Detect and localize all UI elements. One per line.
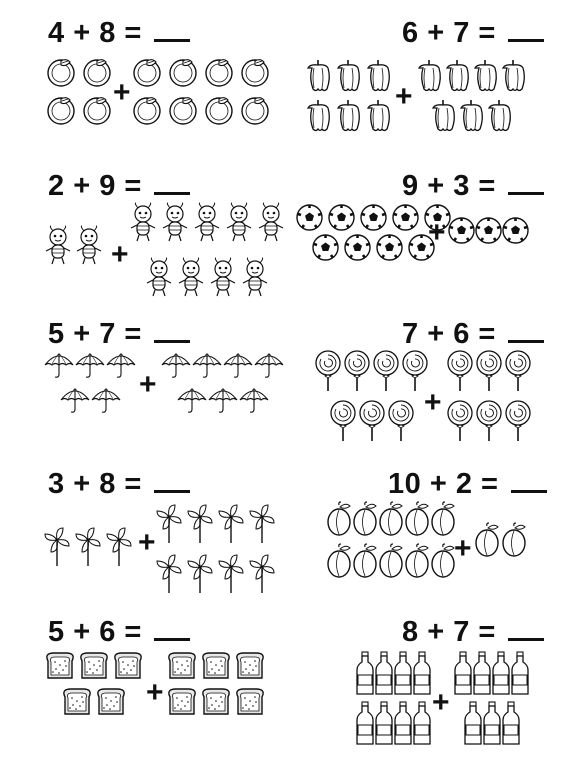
peach-icon	[240, 57, 270, 87]
addend-a: 6	[402, 17, 419, 49]
umbrella-icon	[44, 352, 74, 380]
ant-icon	[145, 257, 173, 299]
ant-icon	[129, 202, 157, 244]
equals-sign: =	[124, 170, 142, 202]
operator: +	[73, 468, 91, 500]
bell-pepper-icon	[334, 98, 362, 132]
toast-icon	[78, 651, 110, 681]
umbrella-icon	[192, 352, 222, 380]
plum-icon	[352, 544, 378, 578]
toast-icon	[234, 651, 266, 681]
umbrella-icon	[161, 352, 191, 380]
pinwheel-icon	[185, 552, 215, 594]
bottle-icon	[374, 651, 394, 695]
lollipop-icon	[446, 400, 474, 442]
equation	[402, 616, 544, 648]
operator: +	[427, 170, 445, 202]
addend-b: 7	[453, 17, 470, 49]
lollipop-icon	[372, 350, 400, 392]
soccer-ball-icon	[312, 234, 339, 261]
umbrella-icon	[91, 387, 121, 415]
operator: +	[429, 468, 448, 500]
bell-pepper-icon	[364, 98, 392, 132]
peach-icon	[168, 95, 198, 125]
bottle-icon	[453, 651, 473, 695]
toast-icon	[200, 651, 232, 681]
addend-a: 5	[48, 616, 65, 648]
soccer-ball-icon	[328, 204, 355, 231]
bottle-icon	[472, 651, 492, 695]
bell-pepper-icon	[415, 58, 443, 92]
bottle-icon	[393, 651, 413, 695]
addend-a: 8	[402, 616, 419, 648]
equals-sign: =	[478, 170, 496, 202]
ant-icon	[257, 202, 285, 244]
lollipop-icon	[475, 350, 503, 392]
equals-sign: =	[124, 318, 142, 350]
answer-blank[interactable]	[508, 17, 544, 42]
peach-icon	[132, 57, 162, 87]
bottle-icon	[501, 701, 521, 745]
umbrella-icon	[239, 387, 269, 415]
answer-blank[interactable]	[508, 318, 544, 343]
peach-icon	[46, 95, 76, 125]
plus-sign: +	[432, 686, 450, 719]
lollipop-icon	[358, 400, 386, 442]
bottle-icon	[510, 651, 530, 695]
umbrella-icon	[106, 352, 136, 380]
bottle-icon	[393, 701, 413, 745]
addend-b: 9	[99, 170, 116, 202]
plus-sign: +	[454, 532, 472, 565]
toast-icon	[166, 687, 198, 717]
ant-icon	[225, 202, 253, 244]
addend-a: 2	[48, 170, 65, 202]
answer-blank[interactable]	[508, 170, 544, 195]
bell-pepper-icon	[499, 58, 527, 92]
ant-icon	[177, 257, 205, 299]
ant-icon	[161, 202, 189, 244]
ant-icon	[209, 257, 237, 299]
plum-icon	[501, 523, 527, 557]
ant-icon	[193, 202, 221, 244]
plum-icon	[352, 502, 378, 536]
bell-pepper-icon	[334, 58, 362, 92]
equation	[402, 170, 544, 202]
bell-pepper-icon	[485, 98, 513, 132]
peach-icon	[132, 95, 162, 125]
soccer-ball-icon	[376, 234, 403, 261]
plus-sign: +	[139, 368, 157, 401]
bell-pepper-icon	[364, 58, 392, 92]
soccer-ball-icon	[296, 204, 323, 231]
plus-sign: +	[395, 80, 413, 113]
lollipop-icon	[504, 400, 532, 442]
plum-icon	[326, 544, 352, 578]
equation	[48, 468, 190, 500]
peach-icon	[46, 57, 76, 87]
bottle-icon	[463, 701, 483, 745]
equals-sign: =	[478, 17, 496, 49]
lollipop-icon	[387, 400, 415, 442]
bell-pepper-icon	[429, 98, 457, 132]
toast-icon	[200, 687, 232, 717]
equation	[402, 318, 544, 350]
lollipop-icon	[475, 400, 503, 442]
addend-b: 6	[453, 318, 470, 350]
ant-icon	[75, 225, 103, 267]
pinwheel-icon	[73, 525, 103, 567]
equals-sign: =	[478, 318, 496, 350]
toast-icon	[44, 651, 76, 681]
soccer-ball-icon	[344, 234, 371, 261]
addend-b: 8	[99, 17, 116, 49]
soccer-ball-icon	[502, 217, 529, 244]
plum-icon	[430, 544, 456, 578]
bottle-icon	[355, 651, 375, 695]
peach-icon	[82, 95, 112, 125]
lollipop-icon	[446, 350, 474, 392]
equals-sign: =	[124, 468, 142, 500]
equation	[48, 170, 190, 202]
plum-icon	[404, 502, 430, 536]
equals-sign: =	[478, 616, 496, 648]
equation	[48, 318, 190, 350]
bell-pepper-icon	[471, 58, 499, 92]
plum-icon	[378, 544, 404, 578]
plus-sign: +	[113, 76, 131, 109]
addend-a: 7	[402, 318, 419, 350]
plus-sign: +	[138, 526, 156, 559]
operator: +	[427, 17, 445, 49]
bottle-icon	[412, 651, 432, 695]
peach-icon	[204, 57, 234, 87]
umbrella-icon	[208, 387, 238, 415]
umbrella-icon	[223, 352, 253, 380]
addend-a: 4	[48, 17, 65, 49]
ant-icon	[44, 225, 72, 267]
plus-sign: +	[111, 238, 129, 271]
bottle-icon	[491, 651, 511, 695]
addend-a: 5	[48, 318, 65, 350]
operator: +	[73, 17, 91, 49]
pinwheel-icon	[216, 552, 246, 594]
answer-blank[interactable]	[154, 170, 190, 195]
equals-sign: =	[481, 468, 499, 500]
addend-b: 7	[99, 318, 116, 350]
answer-blank[interactable]	[511, 468, 547, 493]
toast-icon	[95, 687, 127, 717]
addend-a: 10	[388, 468, 422, 500]
bell-pepper-icon	[443, 58, 471, 92]
addend-b: 6	[99, 616, 116, 648]
equation	[388, 468, 547, 500]
operator: +	[73, 616, 91, 648]
pinwheel-icon	[154, 502, 184, 544]
lollipop-icon	[314, 350, 342, 392]
addend-a: 3	[48, 468, 65, 500]
bottle-icon	[355, 701, 375, 745]
toast-icon	[234, 687, 266, 717]
toast-icon	[61, 687, 93, 717]
peach-icon	[204, 95, 234, 125]
equation	[48, 616, 190, 648]
equals-sign: =	[124, 616, 142, 648]
plus-sign: +	[424, 386, 442, 419]
ant-icon	[241, 257, 269, 299]
operator: +	[73, 318, 91, 350]
answer-blank[interactable]	[154, 318, 190, 343]
bottle-icon	[412, 701, 432, 745]
lollipop-icon	[343, 350, 371, 392]
peach-icon	[240, 95, 270, 125]
soccer-ball-icon	[392, 204, 419, 231]
bell-pepper-icon	[304, 98, 332, 132]
operator: +	[73, 170, 91, 202]
pinwheel-icon	[104, 525, 134, 567]
plus-sign: +	[146, 676, 164, 709]
toast-icon	[112, 651, 144, 681]
bottle-icon	[374, 701, 394, 745]
umbrella-icon	[60, 387, 90, 415]
answer-blank[interactable]	[508, 616, 544, 641]
equation	[48, 17, 190, 49]
peach-icon	[82, 57, 112, 87]
peach-icon	[168, 57, 198, 87]
addend-b: 2	[455, 468, 473, 500]
umbrella-icon	[177, 387, 207, 415]
equals-sign: =	[124, 17, 142, 49]
soccer-ball-icon	[448, 217, 475, 244]
plum-icon	[474, 523, 500, 557]
pinwheel-icon	[247, 552, 277, 594]
pinwheel-icon	[247, 502, 277, 544]
umbrella-icon	[254, 352, 284, 380]
umbrella-icon	[75, 352, 105, 380]
pinwheel-icon	[154, 552, 184, 594]
pinwheel-icon	[216, 502, 246, 544]
bell-pepper-icon	[304, 58, 332, 92]
addend-b: 3	[453, 170, 470, 202]
answer-blank[interactable]	[154, 17, 190, 42]
operator: +	[427, 616, 445, 648]
addend-b: 8	[99, 468, 116, 500]
plum-icon	[430, 502, 456, 536]
answer-blank[interactable]	[154, 616, 190, 641]
toast-icon	[166, 651, 198, 681]
plus-sign: +	[428, 216, 446, 249]
plum-icon	[404, 544, 430, 578]
lollipop-icon	[329, 400, 357, 442]
plum-icon	[326, 502, 352, 536]
addend-b: 7	[453, 616, 470, 648]
equation	[402, 17, 544, 49]
plum-icon	[378, 502, 404, 536]
addend-a: 9	[402, 170, 419, 202]
bottle-icon	[482, 701, 502, 745]
pinwheel-icon	[42, 525, 72, 567]
soccer-ball-icon	[475, 217, 502, 244]
bell-pepper-icon	[457, 98, 485, 132]
soccer-ball-icon	[360, 204, 387, 231]
pinwheel-icon	[185, 502, 215, 544]
lollipop-icon	[504, 350, 532, 392]
answer-blank[interactable]	[154, 468, 190, 493]
operator: +	[427, 318, 445, 350]
